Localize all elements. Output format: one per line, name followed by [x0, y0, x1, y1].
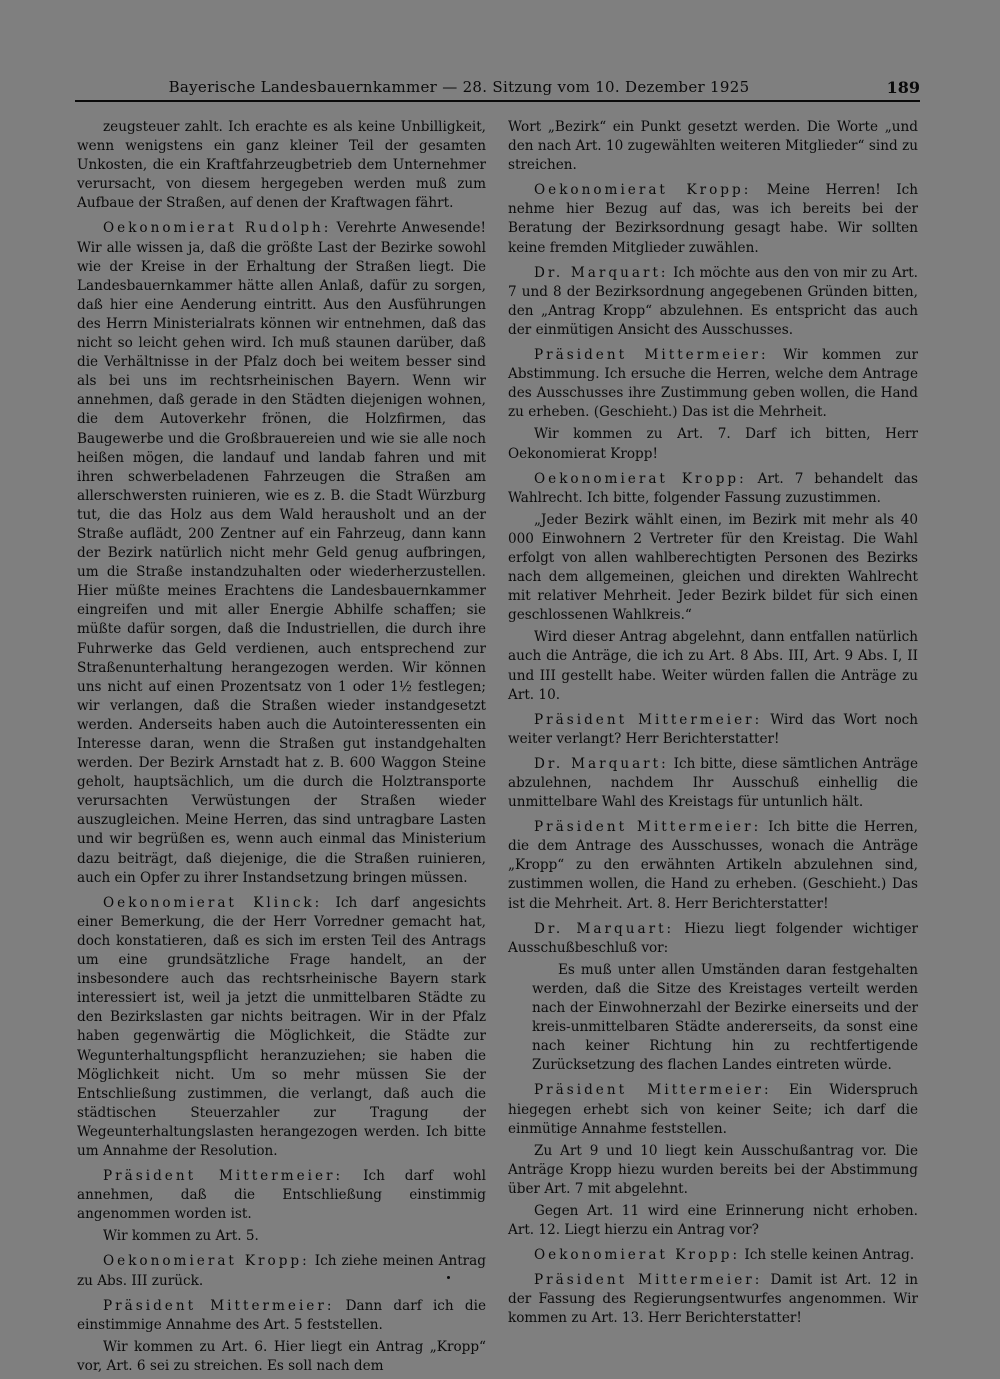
- paragraph-text: Es muß unter allen Umständen daran festgehalten werden, daß die Sitze des Kreistages verteilt werden nach der Einwohnerzahl der Bezirke einerseits und der kreis-unmittelbaren Städte andererseits, da sonst eine nach keiner Richtung hin zu rechtfertigende Zurücksetzung des flachen Landes eintreten würde.: [532, 961, 918, 1074]
- paragraph-text: Ein Widerspruch hiegegen erhebt sich von keiner Seite; ich darf die einmütige Annahme feststellen.: [508, 1082, 919, 1137]
- paragraph: [508, 425, 918, 463]
- paragraph-text: Dann darf ich die einstimmige Annahme des Art. 5 feststellen.: [77, 1297, 487, 1333]
- speaker-name: Präsident Mittermeier:: [534, 1272, 763, 1289]
- running-title: Bayerische Landesbauernkammer — 28. Sitzung vom 10. Dezember 1925: [168, 78, 750, 96]
- paragraph: [77, 894, 486, 1161]
- paragraph: [508, 470, 918, 508]
- paragraph: [77, 1252, 486, 1290]
- paragraph: [508, 920, 918, 958]
- paragraph: [508, 961, 918, 1076]
- paragraph-text: Wird dieser Antrag abgelehnt, dann entfallen natürlich auch die Anträge, die ich zu Art. 8 Abs. III, Art. 9 Abs. I, II und III gestellt habe. Weiter würden fallen die Anträge zu Art. 10.: [508, 629, 918, 703]
- speaker-name: Oekonomierat Kropp:: [534, 1247, 741, 1264]
- speaker-name: Oekonomierat Rudolph:: [103, 220, 332, 237]
- paragraph-text: Ich darf angesichts einer Bemerkung, die der Herr Vorredner gemacht hat, doch konstatieren, daß es sich im ersten Teil des Antrags um eine grundsätzliche Frage handelt, an der insbesondere auch das rechtsrheinische Bayern stark interessiert ist, weil ja jetzt die unmittelbaren Städte zu den Bezirkslasten gar nichts beitragen. Wir in der Pfalz haben gegenwärtig die Möglichkeit, die Städte zur Wegunterhaltungspflicht heranzuziehen; sie haben die Möglichkeit nicht. Um so mehr müssen Sie der Entschließung zustimmen, die verlangt, daß auch die städtischen Steuerzahler zur Tragung der Wegeunterhaltungslasten herangezogen werden. Ich bitte um Annahme der Resolution.: [77, 894, 486, 1159]
- paragraph-text: Hiezu liegt folgender wichtiger Ausschußbeschluß vor:: [508, 920, 918, 956]
- paragraph-text: Ich darf wohl annehmen, daß die Entschließung einstimmig angenommen worden ist.: [77, 1168, 486, 1223]
- speaker-name: Dr. Marquart:: [534, 920, 675, 937]
- speaker-name: Präsident Mittermeier:: [534, 1082, 772, 1099]
- page-header: [75, 78, 920, 100]
- paragraph-text: Gegen Art. 11 wird eine Erinnerung nicht erhoben. Art. 12. Liegt hierzu ein Antrag vor?: [508, 1202, 918, 1239]
- speaker-name: Dr. Marquart:: [534, 755, 669, 772]
- paragraph-text: Verehrte Anwesende! Wir alle wissen ja, daß die größte Last der Bezirke sowohl wie der Kreise in der Erhaltung der Straßen liegt. Die Landesbauernkammer hätte allen Anlaß, dafür zu sorgen, daß hier eine Aenderung eintritt. Aus den Ausführungen des Herrn Ministerialrats können wir entnehmen, daß das nicht so leicht gehen wird. Ich muß staunen darüber, daß die Verhältnisse in der Pfalz doch bei weitem besser sind als bei uns im rechtsrheinischen Bayern. Wenn wir annehmen, daß gerade in den Städten diejenigen wohnen, die dem Autoverkehr frönen, die Holzfirmen, das Baugewerbe und die Großbrauereien und wie sie alle noch heißen mögen, die landauf und landab fahren und mit ihren schwerbeladenen Fahrzeugen die Straßen am allerschwersten ruinieren, wie es z. B. die Stadt Würzburg tut, die das Holz aus dem Wald herausholt und an der Straße auflädt, 200 Zentner auf ein Fahrzeug, dann kann der Bezirk natürlich nicht mehr Geld genug aufbringen, um die Straße instandzuhalten oder wiederherzustellen. Hier müßte meines Erachtens die Landesbauernkammer eingreifen und mit aller Energie Abhilfe schaffen; sie müßte dafür sorgen, daß die Industriellen, die durch ihre Fuhrwerke das Geld verdienen, auch entsprechend zur Straßenunterhaltung herangezogen werden. Wir können uns nicht auf einen Prozentsatz von 1 oder 1½ festlegen; wir verlangen, daß die Straßen wieder instandgesetzt werden. Anderseits haben auch die Autointeressenten ein Interesse daran, wenn die Straßen gut instandgehalten werden. Der Bezirk Arnstadt hat z. B. 600 Waggon Steine geholt, hauptsächlich, um die durch die Holztransporte verursachten Verwüstungen der Straßen wieder auszugleichen. Meine Herren, das sind untragbare Lasten und wir begrüßen es, wenn auch einmal das Ministerium dazu beiträgt, daß diejenige, die die Straßen ruinieren, auch ein Opfer zu ihrer Instandsetzung bringen müssen.: [77, 220, 486, 886]
- paragraph: [508, 118, 918, 175]
- paragraph-text: Art. 7 behandelt das Wahlrecht. Ich bitte, folgender Fassung zuzustimmen.: [508, 470, 918, 506]
- page-number: 189: [886, 78, 920, 97]
- paragraph-text: Damit ist Art. 12 in der Fassung des Regierungsentwurfes angenommen. Wir kommen zu Art. 13. Herr Berichterstatter!: [508, 1272, 918, 1327]
- paragraph-text: Ich stelle keinen Antrag.: [740, 1247, 915, 1264]
- paragraph: [508, 1081, 918, 1138]
- speaker-name: Oekonomierat Kropp:: [103, 1253, 310, 1270]
- speaker-name: Präsident Mittermeier:: [103, 1168, 344, 1185]
- paragraph-text: Wort „Bezirk“ ein Punkt gesetzt werden. Die Worte „und den nach Art. 10 zugewählten weiteren Mitglieder“ sind zu streichen.: [508, 119, 918, 174]
- header-rule: [75, 100, 920, 102]
- paragraph: [508, 755, 918, 812]
- speaker-name: Präsident Mittermeier:: [534, 347, 769, 364]
- paragraph: [77, 1297, 486, 1335]
- paragraph-text: Wird das Wort noch weiter verlangt? Herr Berichterstatter!: [508, 711, 918, 747]
- speaker-name: Oekonomierat Klinck:: [103, 894, 323, 911]
- speaker-name: Präsident Mittermeier:: [534, 711, 763, 728]
- paragraph: [508, 711, 918, 749]
- paragraph-text: zeugsteuer zahlt. Ich erachte es als keine Unbilligkeit, wenn wenigstens ein ganz kleiner Teil der gesamten Unkosten, die ein Kraftfahrzeugbetrieb dem Unternehmer verursacht, von diesem hergegeben werden muß zum Aufbaue der Straßen, auf denen der Kraftwagen fährt.: [77, 119, 486, 212]
- paragraph-text: Zu Art 9 und 10 liegt kein Ausschußantrag vor. Die Anträge Kropp hiezu wurden bereits bei der Abstimmung über Art. 7 mit abgelehnt.: [508, 1142, 918, 1197]
- right-column: [508, 118, 918, 1332]
- paragraph: [508, 346, 918, 422]
- paragraph: [508, 264, 918, 340]
- paragraph-text: Ich möchte aus den von mir zu Art. 7 und 8 der Bezirksordnung angegebenen Gründen bitten, den „Antrag Kropp“ abzulehnen. Es entspricht das auch der einmütigen Ansicht des Ausschusses.: [508, 264, 919, 338]
- paragraph-text: Ich bitte die Herren, die dem Antrage des Ausschusses, wonach die Anträge „Kropp“ zu den erwähnten Artikeln abzulehnen sind, zustimmen wollen, die Hand zu erheben. (Geschieht.) Das ist die Mehrheit. Art. 8. Herr Berichterstatter!: [508, 819, 918, 912]
- paragraph: [508, 818, 918, 913]
- paragraph: [77, 1338, 486, 1376]
- speaker-name: Präsident Mittermeier:: [103, 1297, 335, 1314]
- paragraph-text: Wir kommen zu Art. 5.: [103, 1228, 259, 1245]
- paragraph: [77, 1167, 486, 1224]
- speaker-name: Präsident Mittermeier:: [534, 819, 762, 836]
- paragraph: [77, 219, 486, 887]
- paragraph-text: Wir kommen zu Art. 6. Hier liegt ein Antrag „Kropp“ vor, Art. 6 sei zu streichen. Es soll nach dem: [77, 1338, 486, 1374]
- paragraph-text: „Jeder Bezirk wählt einen, im Bezirk mit mehr als 40 000 Einwohnern 2 Vertreter für den Kreistag. Die Wahl erfolgt von allen wahlberechtigten Personen des Bezirks nach dem allgemeinen, gleichen und direkten Wahlrecht mit relativer Mehrheit. Jeder Bezirk bildet für sich einen geschlossenen Wahlkreis.“: [508, 511, 918, 624]
- paragraph: [508, 181, 918, 257]
- paragraph: [508, 1202, 918, 1240]
- footer-mark: [447, 1276, 450, 1279]
- paragraph: [508, 1142, 918, 1199]
- speaker-name: Oekonomierat Kropp:: [534, 182, 752, 199]
- paragraph-text: Ich bitte, diese sämtlichen Anträge abzulehnen, nachdem Ihr Ausschuß einhellig die unmittelbare Wahl des Kreistags für untunlich hält.: [508, 755, 919, 811]
- speaker-name: Oekonomierat Kropp:: [534, 470, 747, 487]
- paragraph: [508, 1246, 918, 1265]
- paragraph: [77, 118, 486, 213]
- paragraph: [77, 1227, 486, 1246]
- paragraph-text: Ich ziehe meinen Antrag zu Abs. III zurück.: [77, 1253, 486, 1289]
- speaker-name: Dr. Marquart:: [534, 264, 669, 281]
- paragraph: [508, 628, 918, 704]
- paragraph-text: Meine Herren! Ich nehme hier Bezug auf das, was ich bereits bei der Beratung der Bezirksordnung gesagt habe. Wir sollten keine fremden Mitglieder zuwählen.: [508, 182, 918, 256]
- paragraph-text: Wir kommen zur Abstimmung. Ich ersuche die Herren, welche dem Antrage des Ausschusses ihre Zustimmung geben wollen, die Hand zu erheben. (Geschieht.) Das ist die Mehrheit.: [508, 347, 918, 421]
- paragraph: [508, 1271, 918, 1328]
- paragraph-text: Wir kommen zu Art. 7. Darf ich bitten, Herr Oekonomierat Kropp!: [508, 426, 918, 462]
- paragraph: [508, 511, 918, 626]
- left-column: [77, 118, 486, 1379]
